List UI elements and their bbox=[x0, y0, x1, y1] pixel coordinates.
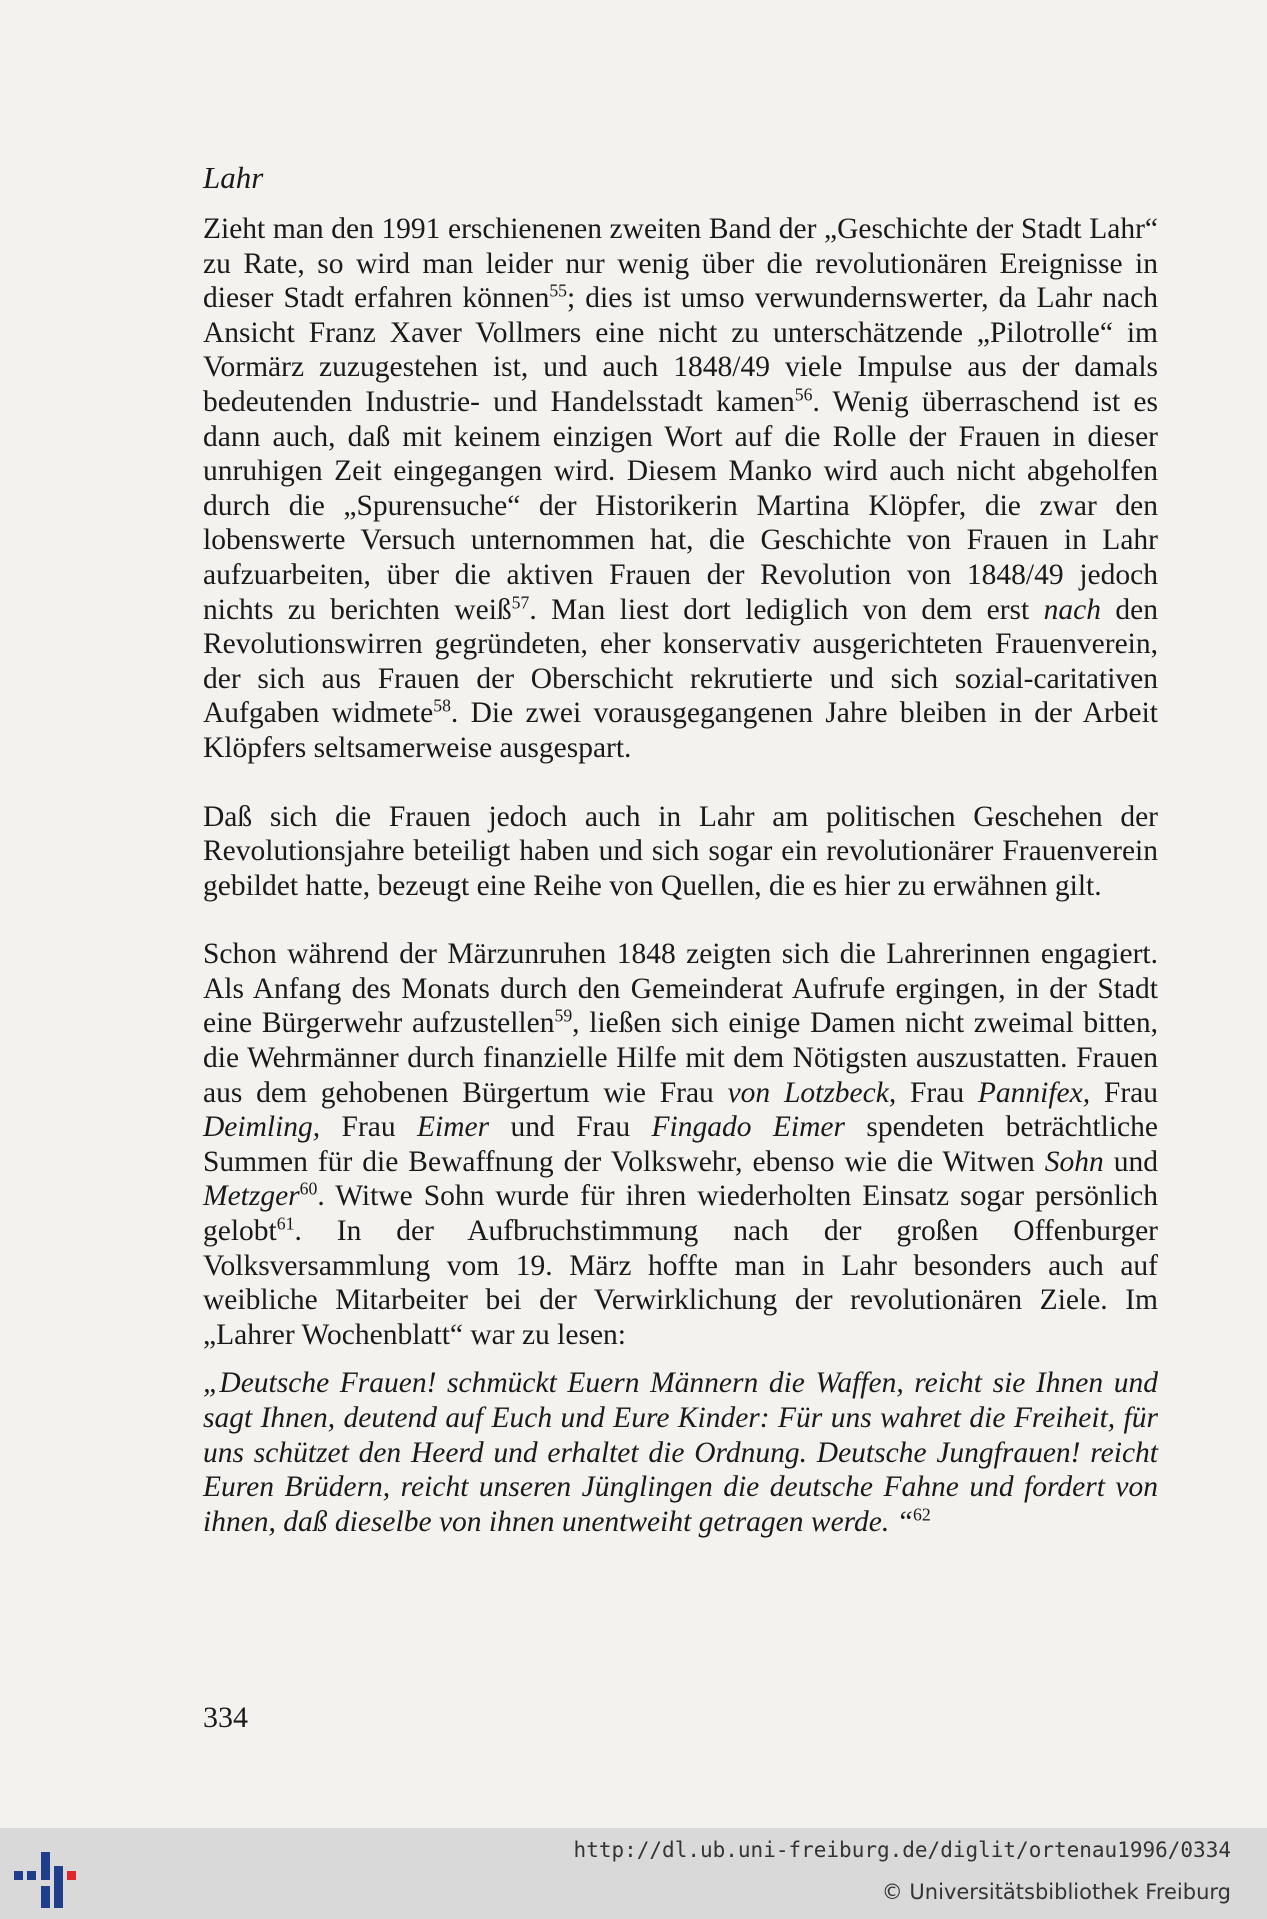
person-name: von Lotzbeck, bbox=[727, 1076, 897, 1109]
text-run: Frau bbox=[896, 1076, 978, 1109]
footnote-ref[interactable]: 62 bbox=[913, 1504, 931, 1525]
copyright-notice: © Universitätsbibliothek Freiburg bbox=[881, 1880, 1231, 1904]
paragraph-2: Daß sich die Frauen jedoch auch in Lahr am politischen Geschehen der Revolutionsjahre beteiligt haben und sich sogar ein revolutionärer Frauenverein gebildet hatte, bezeugt eine Reihe von Quellen, die es hier zu erwähnen gilt. bbox=[203, 800, 1158, 902]
ub-freiburg-logo-icon[interactable] bbox=[14, 1844, 80, 1910]
person-name: Deimling, bbox=[203, 1111, 321, 1144]
footer-bar bbox=[0, 1828, 1267, 1919]
text-run: Frau bbox=[320, 1111, 417, 1144]
footnote-ref[interactable]: 55 bbox=[549, 280, 568, 301]
person-name: Sohn bbox=[1044, 1145, 1104, 1178]
paragraph-1 bbox=[203, 212, 1158, 766]
footnote-ref[interactable]: 58 bbox=[433, 695, 451, 716]
text-run: . Man liest dort lediglich von dem erst bbox=[529, 593, 1044, 626]
text-run: . Die zwei vorausgegangenen Jahre bleiben in der Arbeit Klöpfers seltsamerweise ausgespart. bbox=[203, 697, 1158, 764]
text-run: Zieht man den 1991 erschienenen zweiten Band der „Geschichte der Stadt Lahr“ zu Rate, so wird man leider nur wenig über die revolutionären Ereignisse in dieser Stadt erfahren können bbox=[203, 213, 1158, 315]
person-name: Eimer bbox=[417, 1111, 490, 1144]
page-content bbox=[203, 160, 1158, 1539]
emphasis: nach bbox=[1043, 593, 1101, 626]
text-run: Schon während der Märzunruhen 1848 zeigten sich die Lahrerinnen engagiert. Als Anfang des Monats durch den Gemeinderat Aufrufe ergingen, in der Stadt eine Bürgerwehr aufzustellen bbox=[203, 938, 1158, 1040]
text-run: . In der Aufbruchstimmung nach der großen Offenburger Volksversammlung vom 19. März hoffte man in Lahr besonders auch auf weibliche Mitarbeiter bei der Verwirklichung der revolutionären Ziele. Im „Lahrer Wochenblatt“ war zu lesen: bbox=[203, 1215, 1158, 1351]
person-name: Metzger bbox=[203, 1180, 300, 1213]
footnote-ref[interactable]: 59 bbox=[554, 1005, 573, 1026]
footnote-ref[interactable]: 60 bbox=[299, 1178, 318, 1199]
text-run: und Frau bbox=[489, 1111, 652, 1144]
page-number: 334 bbox=[203, 1701, 248, 1734]
footnote-ref[interactable]: 57 bbox=[511, 591, 530, 612]
text-run: den Revolutionswirren gegründeten, eher konservativ ausgerichteten Frauenverein, der sich aus Frauen der Oberschicht rekrutierte und sich sozial-caritativen Aufgaben widmete bbox=[203, 593, 1159, 730]
quote-text: „Deutsche Frauen! schmückt Euern Männern die Waffen, reicht sie Ihnen und sagt Ihnen, deutend auf Euch und Eure Kinder: Für uns wahret die Freiheit, für uns schützet den Heerd und erhaltet die Ordnung. Deutsche Jungfrauen! reicht Euren Brüdern, reicht unseren Jünglingen die deutsche Fahne und fordert von ihnen, daß dieselbe von ihnen unentweiht getragen werde. “ bbox=[203, 1367, 1158, 1538]
text-run: Frau bbox=[1090, 1076, 1158, 1109]
footnote-ref[interactable]: 56 bbox=[794, 384, 813, 405]
person-name: Fingado Eimer bbox=[651, 1111, 845, 1144]
footnote-ref[interactable]: 61 bbox=[276, 1213, 295, 1234]
text-run: . Witwe Sohn wurde für ihren wiederholten Einsatz sogar persönlich gelobt bbox=[203, 1180, 1158, 1248]
paragraph-3 bbox=[203, 937, 1158, 1352]
text-run: spendeten beträchtliche Summen für die Bewaffnung der Volkswehr, ebenso wie die Witwen bbox=[203, 1111, 1158, 1178]
text-run: und bbox=[1103, 1145, 1158, 1178]
document-url-link[interactable]: http://dl.ub.uni-freiburg.de/diglit/ortenau1996/0334 bbox=[573, 1838, 1231, 1862]
text-run: ; dies ist umso verwundernswerter, da Lahr nach Ansicht Franz Xaver Vollmers eine nicht zu unterschätzende „Pilotrolle“ im Vormärz zuzugestehen ist, und auch 1848/49 viele Impulse aus der damals bedeutenden Industrie- und Handelsstadt kamen bbox=[203, 282, 1158, 418]
text-run: . Wenig überraschend ist es dann auch, daß mit keinem einzigen Wort auf die Rolle der Frauen in dieser unruhigen Zeit eingegangen wird. Diesem Manko wird auch nicht abgeholfen durch die „Spurensuche“ der Historikerin Martina Klöpfer, die zwar den lobenswerte Versuch unternommen hat, die Geschichte von Frauen in Lahr aufzuarbeiten, über die aktiven Frauen der Revolution von 1848/49 jedoch nichts zu berichten weiß bbox=[203, 385, 1158, 626]
section-heading: Lahr bbox=[203, 160, 264, 195]
block-quote bbox=[203, 1366, 1158, 1539]
person-name: Pannifex, bbox=[977, 1076, 1091, 1109]
text-run: , ließen sich einige Damen nicht zweimal bitten, die Wehrmänner durch finanzielle Hilfe mit dem Nötigsten auszustatten. Frauen aus dem gehobenen Bürgertum wie Frau bbox=[203, 1007, 1158, 1109]
